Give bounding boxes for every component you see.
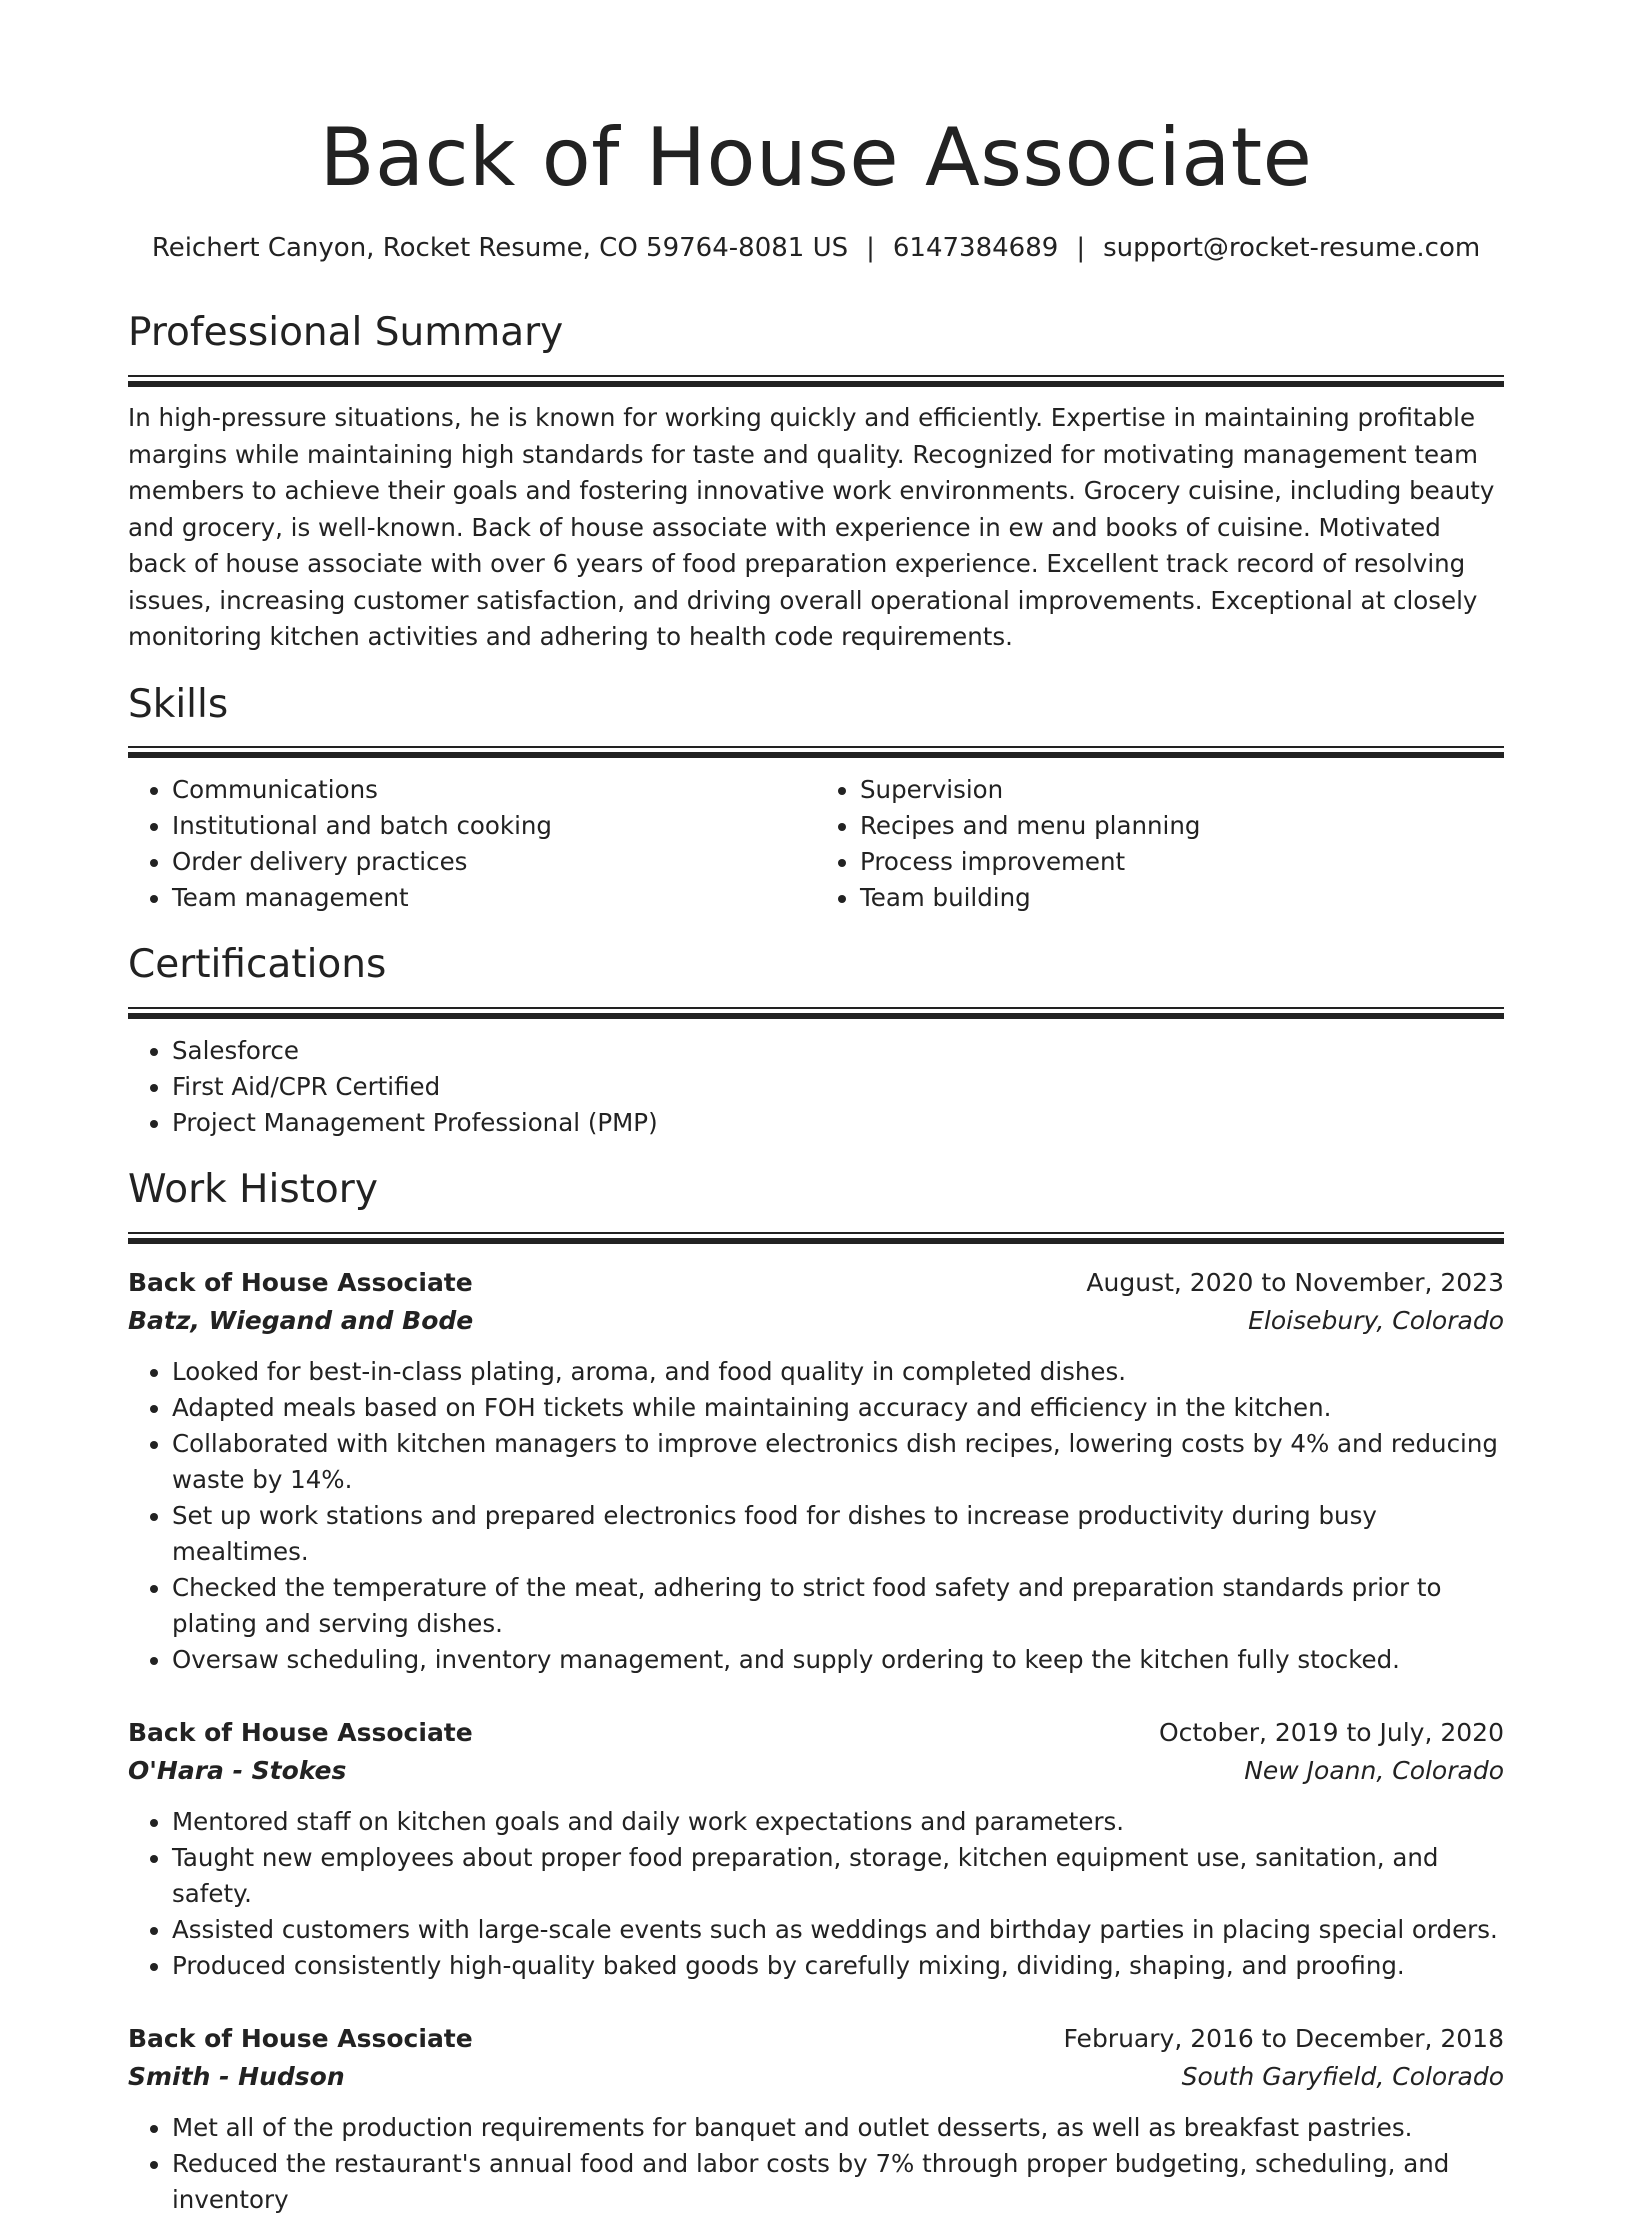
job-bullet: • Collaborated with kitchen managers to improve electronics dish recipes, lowering costs by 4% and reducing waste by 14%. <box>172 1426 1504 1498</box>
job-dates: February, 2016 to December, 2018 <box>1063 2024 1504 2054</box>
resume-name: Back of House Associate <box>319 111 1313 204</box>
skill-item: • Supervision <box>860 772 1504 808</box>
job-employer: O'Hara - Stokes <box>128 1756 347 1786</box>
job-bullet: • Checked the temperature of the meat, adhering to strict food safety and preparation standards prior to plating and serving dishes. <box>172 1570 1504 1642</box>
job-bullet: • Oversaw scheduling, inventory management, and supply ordering to keep the kitchen fully stocked. <box>172 1642 1504 1678</box>
job-bullet: • Produced consistently high-quality baked goods by carefully mixing, dividing, shaping, and proofing. <box>172 1948 1504 1984</box>
certifications-list <box>128 1033 1504 1141</box>
job-bullet: • Adapted meals based on FOH tickets while maintaining accuracy and efficiency in the kitchen. <box>172 1390 1504 1426</box>
certification-item: • Project Management Professional (PMP) <box>172 1105 1504 1141</box>
skills-list-right <box>816 772 1504 916</box>
job-header-row <box>128 1714 1504 1752</box>
job-location: Eloisebury, Colorado <box>1248 1306 1504 1336</box>
job-location: South Garyfield, Colorado <box>1181 2062 1504 2092</box>
job-bullet: • Looked for best-in-class plating, aroma, and food quality in completed dishes. <box>172 1354 1504 1390</box>
job-dates: October, 2019 to July, 2020 <box>1158 1718 1504 1748</box>
certifications-section <box>128 942 1504 1141</box>
section-divider <box>128 375 1504 387</box>
job-bullets <box>128 1804 1504 1984</box>
certification-item: • First Aid/CPR Certified <box>172 1069 1504 1105</box>
skill-item: • Communications <box>172 772 816 808</box>
job-bullet: • Taught new employees about proper food preparation, storage, kitchen equipment use, sanitation, and safety. <box>172 1840 1504 1912</box>
job-header-row <box>128 2020 1504 2058</box>
skill-item: • Team building <box>860 880 1504 916</box>
job-title: Back of House Associate <box>128 2024 473 2054</box>
certification-item: • Salesforce <box>172 1033 1504 1069</box>
job-header-row <box>128 1264 1504 1302</box>
job-employer-row <box>128 1752 1504 1790</box>
section-title-work-history: Work History <box>128 1167 378 1213</box>
section-divider <box>128 1232 1504 1244</box>
skills-grid <box>128 772 1504 916</box>
contact-address: Reichert Canyon, Rocket Resume, CO 59764-8081 US <box>151 233 849 263</box>
contact-phone: 6147384689 <box>892 233 1059 263</box>
job-bullet: • Assisted customers with large-scale events such as weddings and birthday parties in placing special orders. <box>172 1912 1504 1948</box>
job-entry <box>128 2020 1504 2218</box>
section-title-certifications: Certifications <box>128 942 387 988</box>
job-title: Back of House Associate <box>128 1268 473 1298</box>
work-history-section <box>128 1167 1504 2218</box>
job-employer-row <box>128 2058 1504 2096</box>
skill-item: • Process improvement <box>860 844 1504 880</box>
job-bullets <box>128 1354 1504 1678</box>
summary-section <box>128 310 1504 655</box>
job-bullet: • Mentored staff on kitchen goals and daily work expectations and parameters. <box>172 1804 1504 1840</box>
job-employer-row <box>128 1302 1504 1340</box>
job-entry <box>128 1264 1504 1678</box>
job-employer: Smith - Hudson <box>128 2062 345 2092</box>
skill-item: • Institutional and batch cooking <box>172 808 816 844</box>
contact-email[interactable]: support@rocket-resume.com <box>1103 233 1481 263</box>
contact-separator: | <box>866 233 875 263</box>
summary-text: In high-pressure situations, he is known for working quickly and efficiently. Expertise in maintaining profitable margins while maintaining high standards for taste and quality. Recognized for motivating management team members to achieve their goals and fostering innovative work environments. Grocery cuisine, including beauty and grocery, is well-known. Back of house associate with experience in ew and books of cuisine. Motivated back of house associate with over 6 years of food preparation experience. Excellent track record of resolving issues, increasing customer satisfaction, and driving overall operational improvements. Exceptional at closely monitoring kitchen activities and adhering to health code requirements. <box>128 403 1495 652</box>
job-bullet: • Set up work stations and prepared electronics food for dishes to increase productivity during busy mealtimes. <box>172 1498 1504 1570</box>
skill-item: • Order delivery practices <box>172 844 816 880</box>
section-title-summary: Professional Summary <box>128 310 564 356</box>
job-title: Back of House Associate <box>128 1718 473 1748</box>
section-title-skills: Skills <box>128 681 229 727</box>
job-dates: August, 2020 to November, 2023 <box>1086 1268 1504 1298</box>
section-divider <box>128 1007 1504 1019</box>
contact-separator: | <box>1076 233 1086 263</box>
job-employer: Batz, Wiegand and Bode <box>128 1306 474 1336</box>
job-location: New Joann, Colorado <box>1244 1756 1504 1786</box>
section-divider <box>128 746 1504 758</box>
job-entry <box>128 1714 1504 1984</box>
job-bullet: • Reduced the restaurant's annual food and labor costs by 7% through proper budgeting, scheduling, and inventory <box>172 2146 1504 2218</box>
skills-section <box>128 682 1504 917</box>
contact-line <box>128 230 1504 266</box>
job-bullets <box>128 2110 1504 2218</box>
skill-item: • Recipes and menu planning <box>860 808 1504 844</box>
skills-list-left <box>128 772 816 916</box>
job-bullet: • Met all of the production requirements for banquet and outlet desserts, as well as breakfast pastries. <box>172 2110 1504 2146</box>
skill-item: • Team management <box>172 880 816 916</box>
